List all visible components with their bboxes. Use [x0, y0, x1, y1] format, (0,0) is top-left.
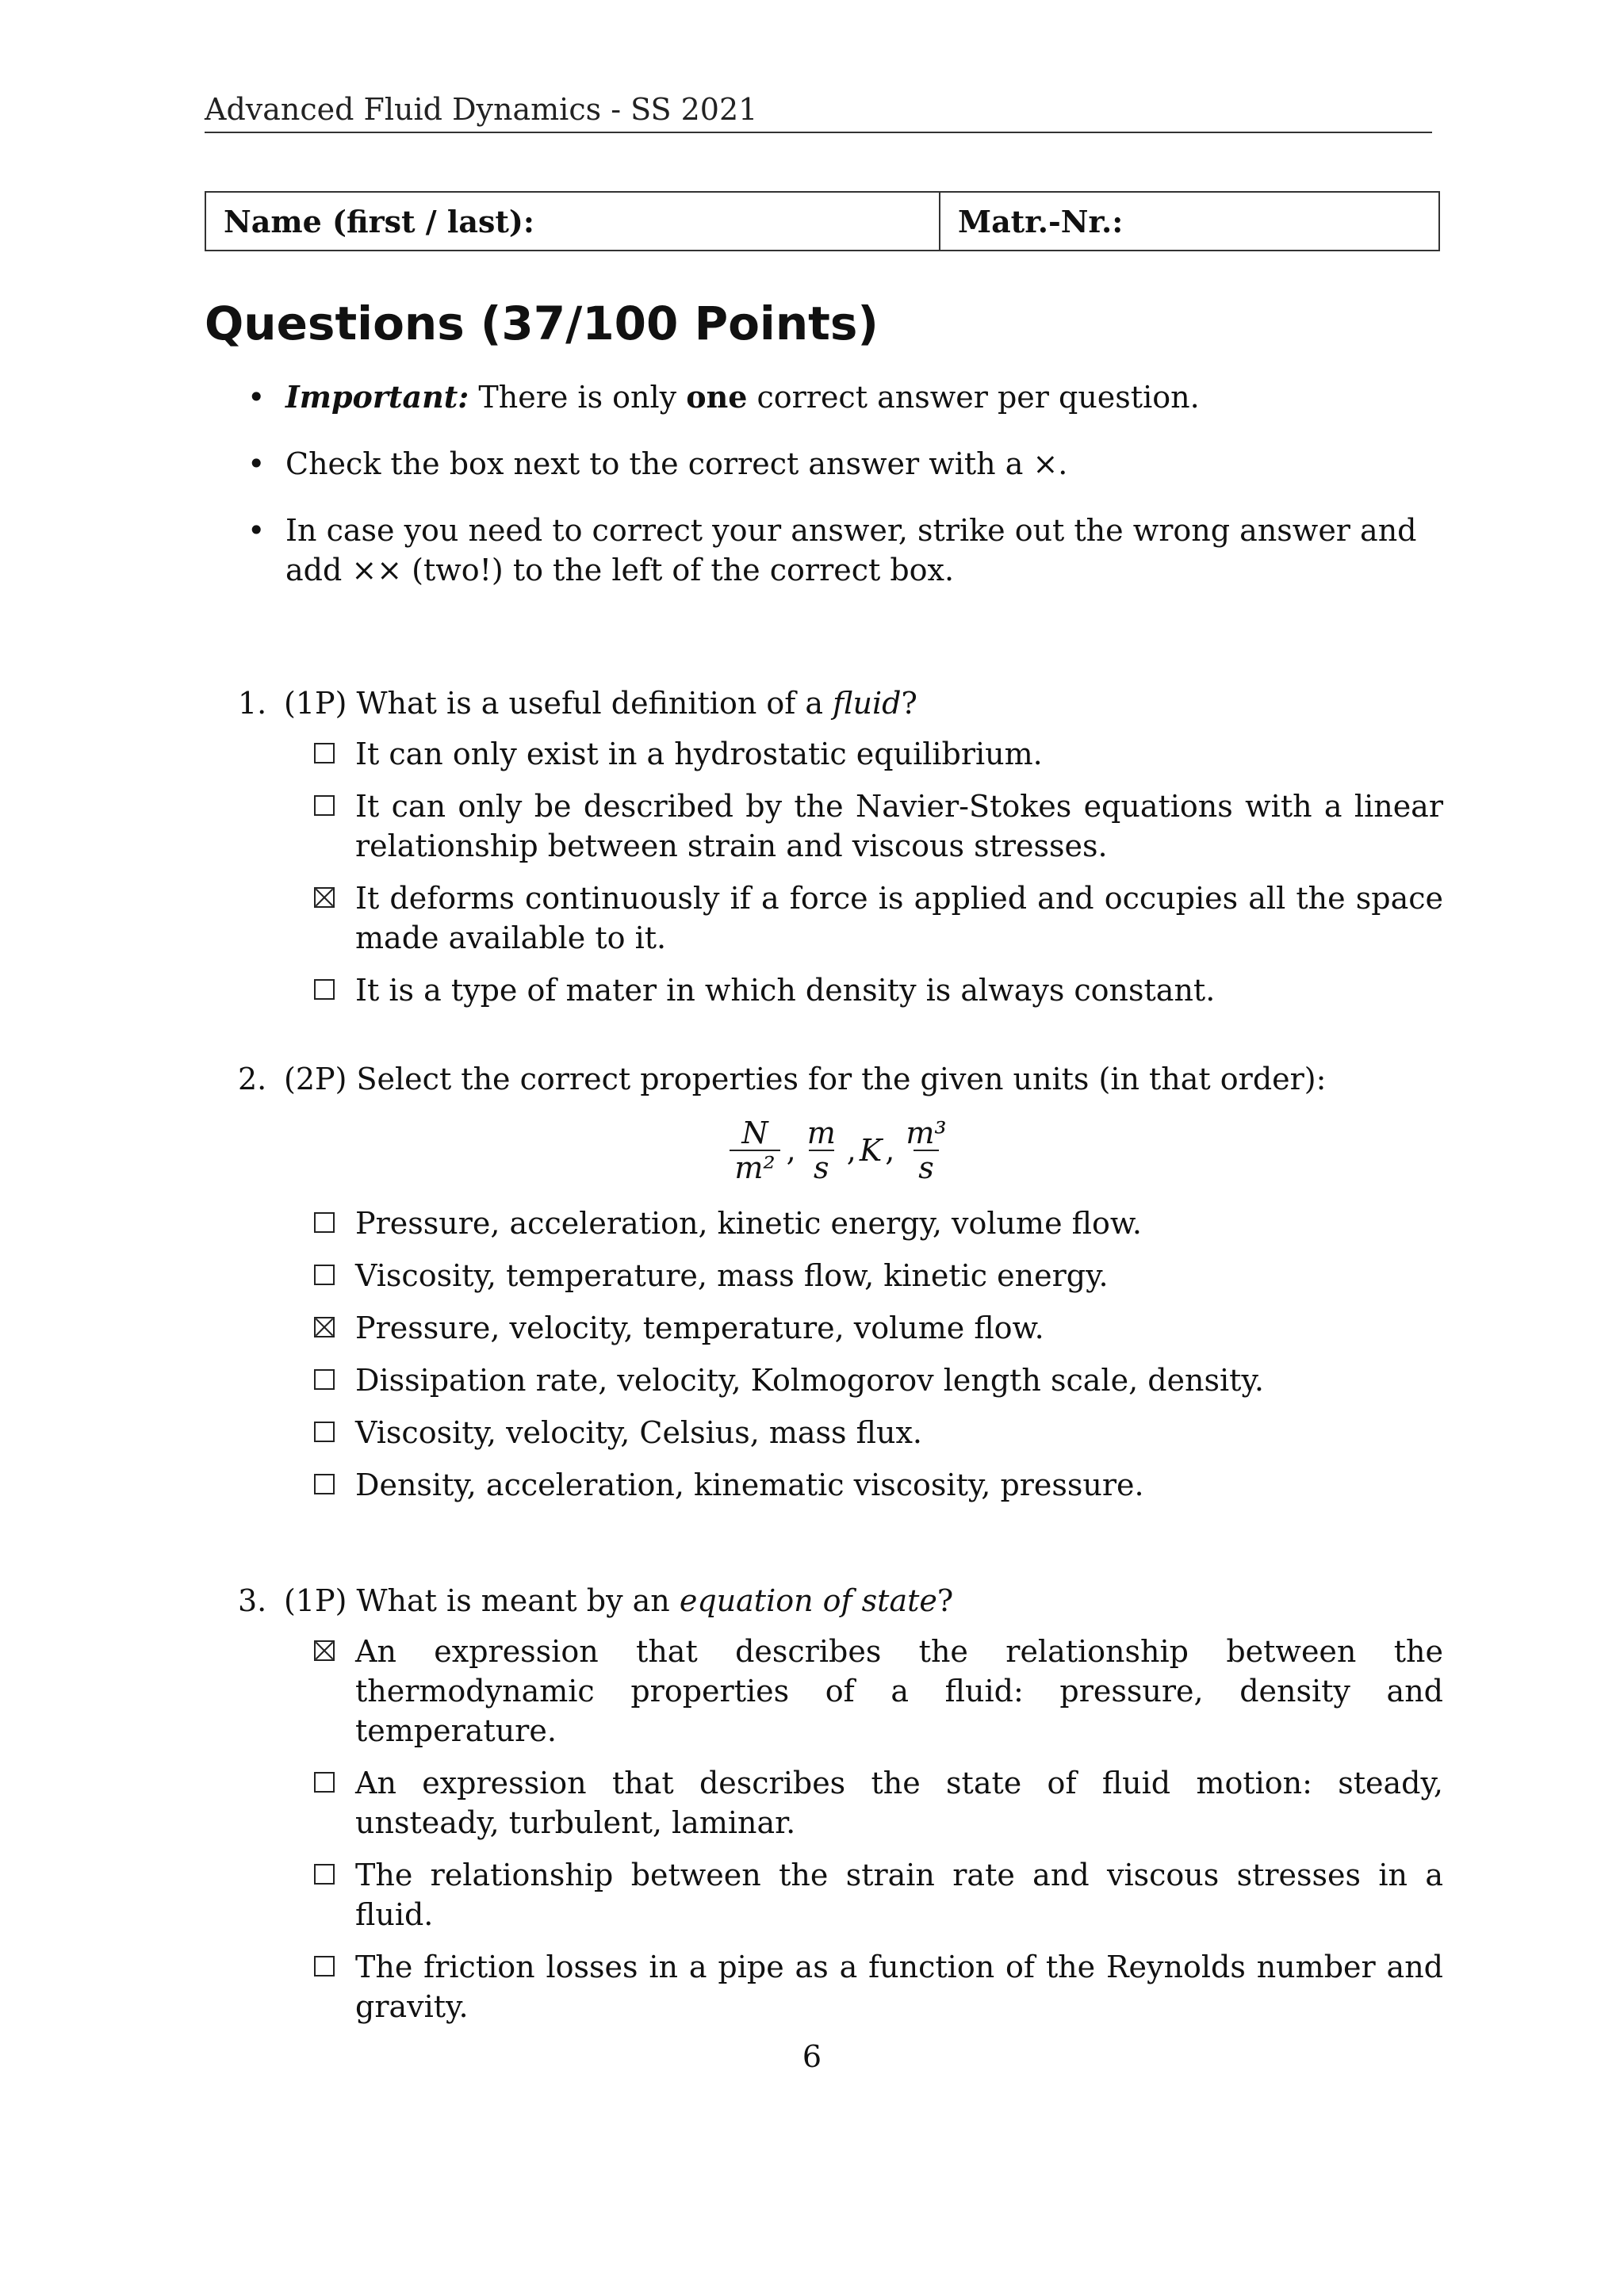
instruction-item [247, 444, 1437, 484]
answer-option[interactable] [314, 1947, 1443, 2026]
answer-option[interactable] [314, 1256, 1443, 1295]
option-text: It can only exist in a hydrostatic equilibrium. [355, 737, 1043, 771]
checkbox[interactable] [314, 1772, 335, 1793]
question-points: (2P) [284, 1062, 347, 1096]
answer-option[interactable] [314, 970, 1443, 1010]
answer-option-selected[interactable] [314, 1308, 1443, 1348]
fraction [730, 1116, 779, 1184]
fraction [901, 1116, 951, 1184]
option-text: Dissipation rate, velocity, Kolmogorov length scale, density. [355, 1363, 1264, 1398]
checkbox[interactable] [314, 795, 335, 816]
header-divider [205, 132, 1432, 133]
question-number: 1. [238, 686, 267, 721]
option-text: An expression that describes the relationship between the thermodynamic properties of a fluid: pressure, density and temperature. [355, 1634, 1443, 1748]
question-1 [238, 683, 1443, 1023]
checkbox[interactable] [314, 1212, 335, 1233]
question-punct: ? [901, 686, 917, 721]
section-title: Questions (37/100 Points) [205, 297, 879, 350]
denominator: s [914, 1150, 939, 1184]
question-points: (1P) [284, 686, 347, 721]
option-text: Pressure, acceleration, kinetic energy, volume flow. [355, 1206, 1142, 1241]
answer-option[interactable] [314, 1360, 1443, 1400]
instruction-item [247, 377, 1437, 417]
fraction [802, 1116, 841, 1184]
instruction-text: Check the box next to the correct answer with a ×. [285, 446, 1068, 481]
checkbox[interactable] [314, 1956, 335, 1976]
numerator: m [806, 1115, 836, 1150]
option-text: It deforms continuously if a force is applied and occupies all the space made available to it. [355, 881, 1443, 955]
answer-option[interactable] [314, 734, 1443, 774]
answer-option[interactable] [314, 1465, 1443, 1505]
answer-option-selected[interactable] [314, 1632, 1443, 1751]
option-text: Pressure, velocity, temperature, volume flow. [355, 1311, 1044, 1345]
checkbox-checked[interactable] [314, 1317, 335, 1337]
instruction-text: There is only [469, 380, 687, 415]
instruction-text: correct answer per question. [747, 380, 1200, 415]
question-number: 3. [238, 1583, 267, 1618]
checkbox[interactable] [314, 1422, 335, 1442]
page-number: 6 [802, 2039, 822, 2074]
answer-option[interactable] [314, 1763, 1443, 1843]
instruction-text: In case you need to correct your answer, strike out the wrong answer and add ×× (two!) to the left of the correct box. [285, 513, 1417, 587]
name-label: Name (first / last): [224, 203, 534, 239]
question-2 [238, 1059, 1443, 1517]
checkbox[interactable] [314, 1474, 335, 1494]
comma: , [846, 1133, 856, 1168]
question-prompt: Select the correct properties for the given units (in that order): [356, 1062, 1327, 1096]
answer-options [238, 1632, 1443, 2026]
matr-field[interactable] [940, 193, 1438, 250]
option-text: It is a type of mater in which density is always constant. [355, 973, 1216, 1008]
comma: , [786, 1133, 796, 1168]
option-text: Viscosity, temperature, mass flow, kinetic energy. [355, 1258, 1109, 1293]
option-text: An expression that describes the state of fluid motion: steady, unsteady, turbulent, laminar. [355, 1766, 1443, 1840]
name-field[interactable] [206, 193, 940, 250]
option-text: Density, acceleration, kinematic viscosity, pressure. [355, 1468, 1144, 1502]
instruction-lead: Important: [285, 379, 469, 415]
checkbox-checked[interactable] [314, 887, 335, 908]
question-3 [238, 1581, 1443, 2039]
instructions-list [247, 377, 1437, 617]
denominator: s [809, 1150, 834, 1184]
question-term: fluid [833, 686, 902, 721]
instruction-item [247, 511, 1437, 590]
course-header: Advanced Fluid Dynamics - SS 2021 [205, 92, 758, 127]
answer-options [238, 734, 1443, 1010]
question-points: (1P) [284, 1583, 347, 1618]
comma: , [885, 1133, 895, 1168]
checkbox[interactable] [314, 1265, 335, 1285]
matr-label: Matr.-Nr.: [958, 203, 1124, 239]
question-prompt: What is meant by an [356, 1583, 680, 1618]
option-text: It can only be described by the Navier-Stokes equations with a linear relationship between strain and viscous stresses. [355, 789, 1443, 863]
question-text [238, 1059, 1443, 1099]
checkbox-checked[interactable] [314, 1640, 335, 1661]
answer-options [238, 1203, 1443, 1505]
question-punct: ? [936, 1583, 954, 1618]
answer-option[interactable] [314, 1855, 1443, 1934]
checkbox[interactable] [314, 1864, 335, 1885]
instruction-emphasis: one [686, 379, 748, 415]
answer-option[interactable] [314, 786, 1443, 866]
units-formula [238, 1116, 1443, 1184]
checkbox[interactable] [314, 743, 335, 763]
question-text [238, 683, 1443, 723]
numerator: m³ [906, 1115, 947, 1150]
unit-symbol: K [859, 1133, 883, 1168]
denominator: m² [730, 1150, 779, 1184]
answer-option[interactable] [314, 1413, 1443, 1452]
option-text: The relationship between the strain rate and viscous stresses in a fluid. [355, 1858, 1443, 1932]
option-text: Viscosity, velocity, Celsius, mass flux. [355, 1415, 922, 1450]
question-term: equation of state [679, 1583, 937, 1618]
numerator: N [741, 1115, 768, 1150]
question-number: 2. [238, 1062, 267, 1096]
answer-option[interactable] [314, 1203, 1443, 1243]
student-info-table [205, 191, 1440, 251]
answer-option-selected[interactable] [314, 878, 1443, 958]
option-text: The friction losses in a pipe as a function of the Reynolds number and gravity. [355, 1950, 1443, 2024]
checkbox[interactable] [314, 979, 335, 1000]
question-prompt: What is a useful definition of a [356, 686, 833, 721]
question-text [238, 1581, 1443, 1621]
checkbox[interactable] [314, 1369, 335, 1390]
